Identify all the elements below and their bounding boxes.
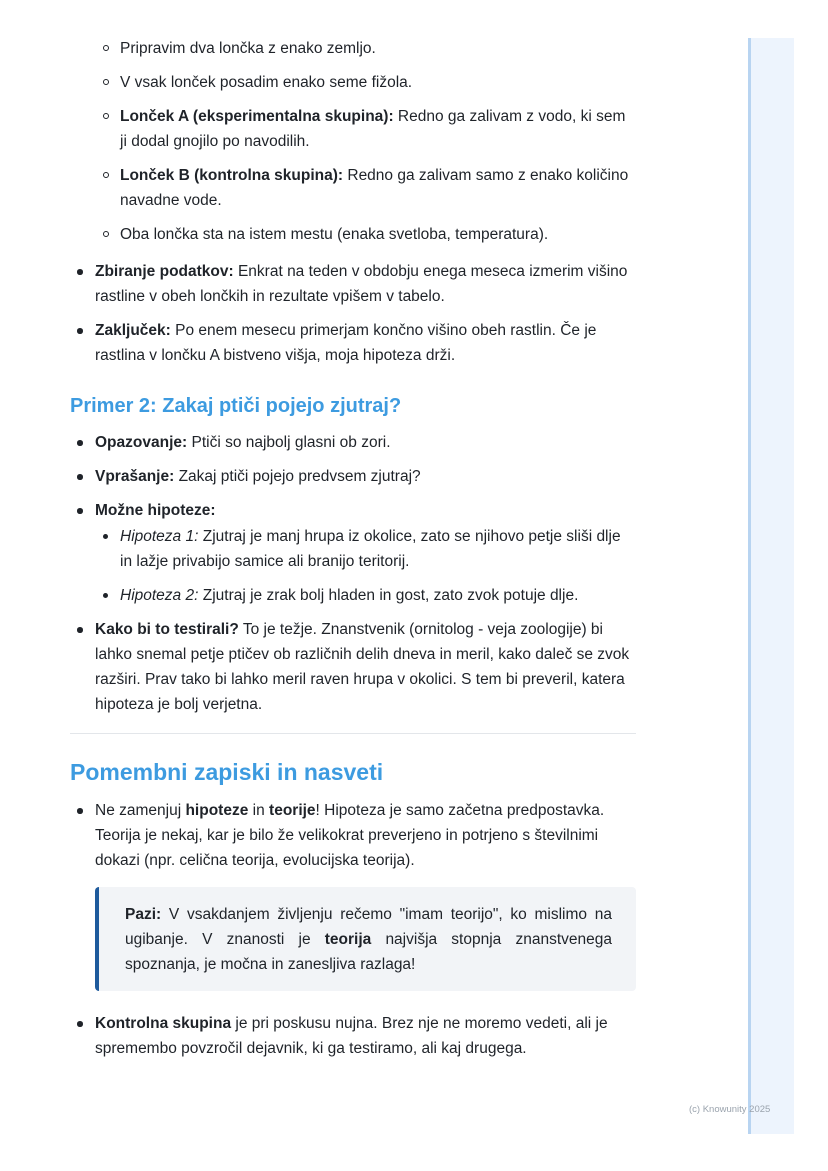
list-item: V vsak lonček posadim enako seme fižola. xyxy=(70,70,636,95)
hypotheses-list xyxy=(95,524,636,608)
list-item-question: Vprašanje: Zakaj ptiči pojejo predvsem zjutraj? xyxy=(70,464,636,489)
notes-heading: Pomembni zapiski in nasveti xyxy=(70,759,384,785)
experiment-summary-list xyxy=(70,259,636,368)
list-item-hypotheses: Možne hipoteze: Hipoteza 1: Zjutraj je manj hrupa iz okolice, zato se njihovo petje sliši dlje in lažje privabijo samice ali branijo teritorij. Hipoteza 2: Zjutraj je zrak bolj hladen in gost, zato zvok potuje dlje. xyxy=(70,498,636,608)
list-item: Oba lončka sta na istem mestu (enaka svetloba, temperatura). xyxy=(70,222,636,247)
list-item-tip-control: Kontrolna skupina je pri poskusu nujna. Brez nje ne moremo vedeti, ali je spremembo povzročil dejavnik, ki ga testiramo, ali kaj drugega. xyxy=(70,1011,636,1061)
example2-list xyxy=(70,430,636,717)
margin-sidebar xyxy=(748,38,794,1134)
warning-callout: Pazi: V vsakdanjem življenju rečemo "imam teorijo", ko mislimo na ugibanje. V znanosti je teorija najvišja stopnja znanstvenega spoznanja, je močna in zanesljiva razlaga! xyxy=(95,887,636,991)
experiment-steps-list xyxy=(70,36,636,247)
copyright-footer: (c) Knowunity 2025 xyxy=(689,1104,771,1115)
example2-heading: Primer 2: Zakaj ptiči pojejo zjutraj? xyxy=(70,395,402,417)
list-item-tip-hypothesis: Ne zamenjuj hipoteze in teorije! Hipoteza je samo začetna predpostavka. Teorija je nekaj, kar je bilo že velikokrat preverjeno in potrjeno s številnimi dokazi (npr. celična teorija, evolucijska teorija). xyxy=(70,798,636,873)
list-item-data-collection: Zbiranje podatkov: Enkrat na teden v obdobju enega meseca izmerim višino rastline v obeh lončkih in rezultate vpišem v tabelo. xyxy=(70,259,636,309)
section-divider xyxy=(70,733,636,734)
hypothesis-item: Hipoteza 2: Zjutraj je zrak bolj hladen in gost, zato zvok potuje dlje. xyxy=(95,583,636,608)
list-item: Lonček A (eksperimentalna skupina): Redno ga zalivam z vodo, ki sem ji dodal gnojilo po navodilih. xyxy=(70,104,636,154)
list-item-testing: Kako bi to testirali? To je težje. Znanstvenik (ornitolog - veja zoologije) bi lahko snemal petje ptičev ob različnih delih dneva in meril, kako daleč se zvok razširi. Prav tako bi lahko meril raven hrupa v okolici. S tem bi preveril, katera hipoteza je bolj verjetna. xyxy=(70,617,636,717)
list-item-observation: Opazovanje: Ptiči so najbolj glasni ob zori. xyxy=(70,430,636,455)
notes-list-2 xyxy=(70,1011,636,1061)
list-item: Pripravim dva lončka z enako zemljo. xyxy=(70,36,636,61)
document-body xyxy=(70,36,636,1070)
list-item-conclusion: Zaključek: Po enem mesecu primerjam končno višino obeh rastlin. Če je rastlina v lončku A bistveno višja, moja hipoteza drži. xyxy=(70,318,636,368)
hypothesis-item: Hipoteza 1: Zjutraj je manj hrupa iz okolice, zato se njihovo petje sliši dlje in lažje privabijo samice ali branijo teritorij. xyxy=(95,524,636,574)
list-item: Lonček B (kontrolna skupina): Redno ga zalivam samo z enako količino navadne vode. xyxy=(70,163,636,213)
notes-list xyxy=(70,798,636,873)
